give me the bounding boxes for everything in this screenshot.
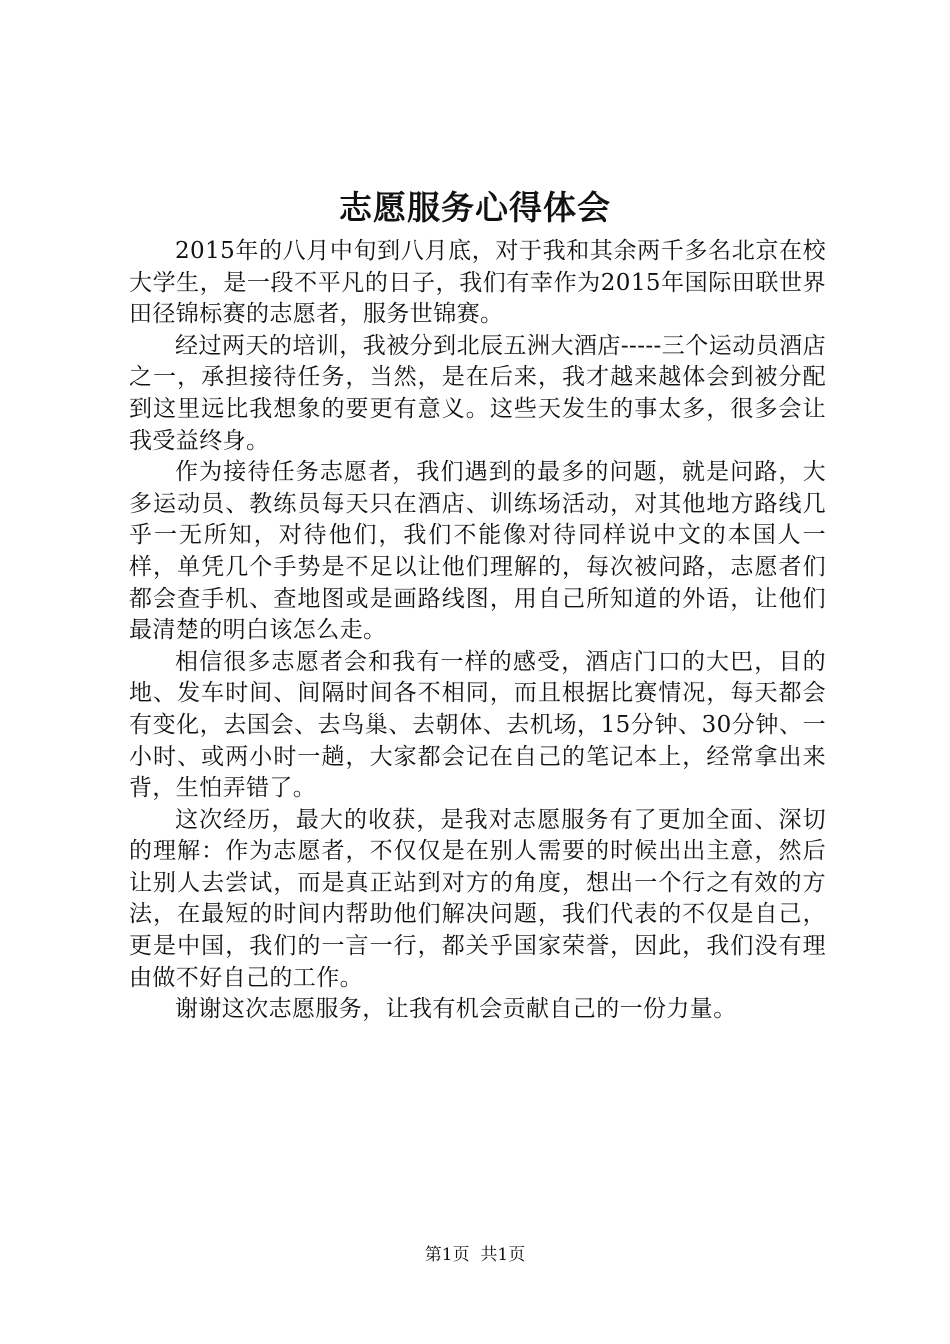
paragraph: 这次经历，最大的收获，是我对志愿服务有了更加全面、深切的理解：作为志愿者，不仅仅是在别人需要的时候出出主意，然后让别人去尝试，而是真正站到对方的角度，想出一个行之有效的方法，在最短的时间内帮助他们解决问题，我们代表的不仅是自己，更是中国，我们的一言一行，都关乎国家荣誉，因此，我们没有理由做不好自己的工作。 xyxy=(129,806,826,991)
page-total: 共1页 xyxy=(480,1245,526,1265)
document-title: 志愿服务心得体会 xyxy=(339,188,611,227)
paragraph: 作为接待任务志愿者，我们遇到的最多的问题，就是问路，大多运动员、教练员每天只在酒店、训练场活动，对其他地方路线几乎一无所知，对待他们，我们不能像对待同样说中文的本国人一样，单凭几个手势是不足以让他们理解的，每次被问路，志愿者们都会查手机、查地图或是画路线图，用自己所知道的外语，让他们最清楚的明白该怎么走。 xyxy=(129,459,826,644)
paragraph: 经过两天的培训，我被分到北辰五洲大酒店-----三个运动员酒店之一，承担接待任务，当然，是在后来，我才越来越体会到被分配到这里远比我想象的要更有意义。这些天发生的事太多，很多会让我受益终身。 xyxy=(129,332,826,454)
paragraph: 2015年的八月中旬到八月底，对于我和其余两千多名北京在校大学生，是一段不平凡的日子，我们有幸作为2015年国际田联世界田径锦标赛的志愿者，服务世锦赛。 xyxy=(129,238,826,328)
page-number: 第1页 xyxy=(424,1245,470,1265)
paragraph: 相信很多志愿者会和我有一样的感受，酒店门口的大巴，目的地、发车时间、间隔时间各不相同，而且根据比赛情况，每天都会有变化，去国会、去鸟巢、去朝体、去机场，15分钟、30分钟、一小时、或两小时一趟，大家都会记在自己的笔记本上，经常拿出来背，生怕弄错了。 xyxy=(129,648,826,802)
paragraph: 谢谢这次志愿服务，让我有机会贡献自己的一份力量。 xyxy=(175,996,737,1023)
page-footer xyxy=(0,1243,950,1267)
document-body xyxy=(129,236,826,1026)
footer-separator xyxy=(470,1245,481,1265)
